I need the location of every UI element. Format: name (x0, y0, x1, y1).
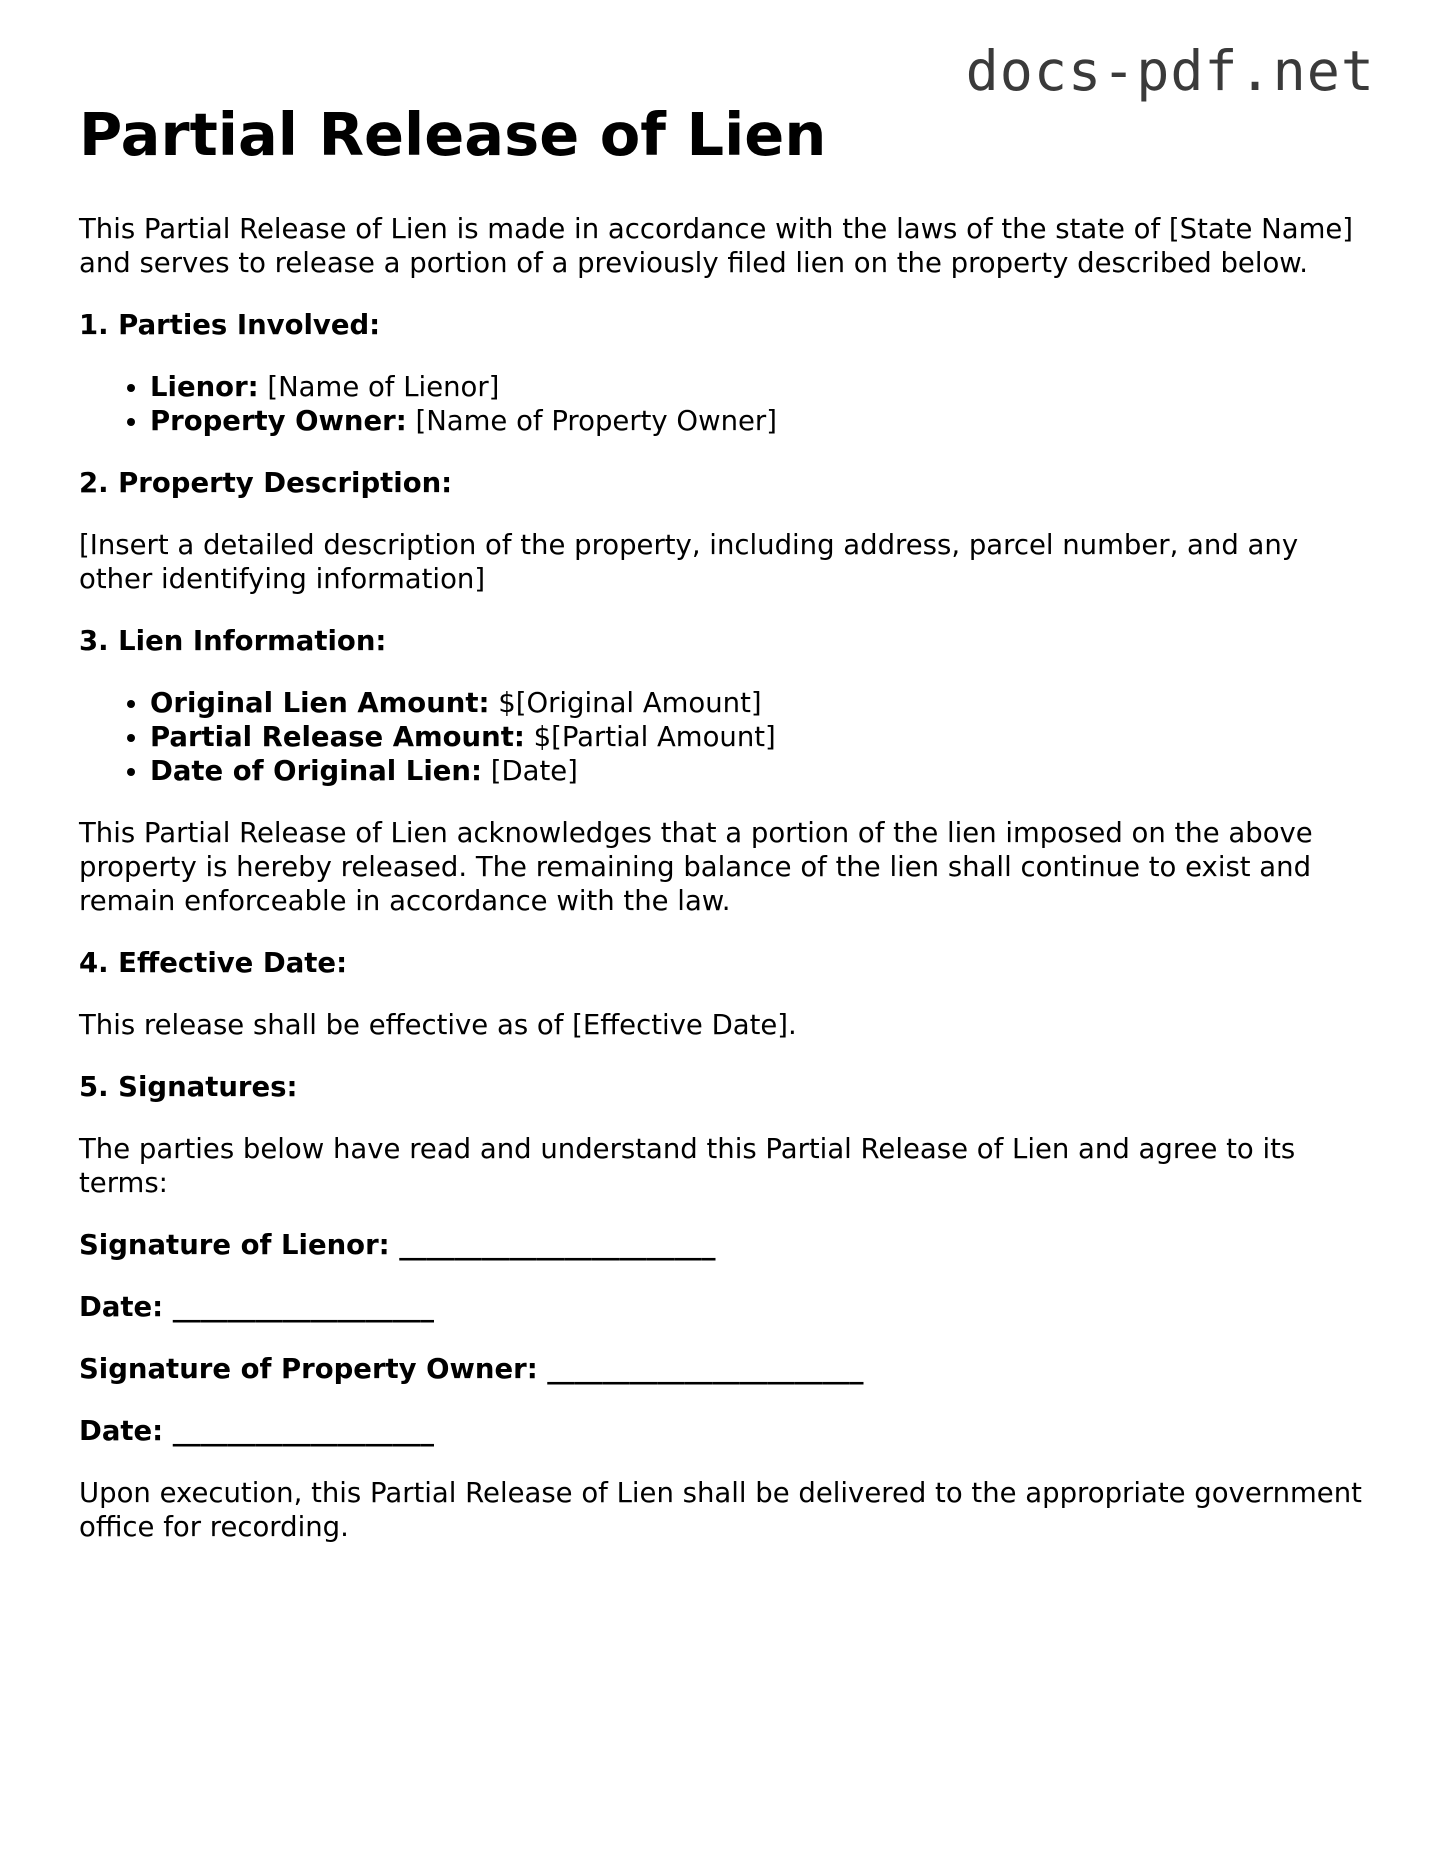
owner-date-line: Date: ___________________ (79, 1415, 435, 1447)
document-page (79, 100, 1369, 1572)
section-heading-signatures: 5. Signatures: (79, 1071, 298, 1103)
watermark: docs-pdf.net (965, 39, 1375, 103)
parties-list (79, 370, 1369, 438)
item-value: $[Original Amount] (489, 687, 762, 719)
closing-paragraph: Upon execution, this Partial Release of Lien shall be delivered to the appropriate government office for recording. (79, 1477, 1362, 1543)
item-value: $[Partial Amount] (524, 721, 776, 753)
item-value: [Name of Property Owner] (406, 405, 777, 437)
item-label: Lienor: (150, 371, 259, 403)
section-heading-property: 2. Property Description: (79, 467, 453, 499)
list-item (150, 754, 1369, 788)
list-item (150, 404, 1369, 438)
document-title: Partial Release of Lien (79, 100, 827, 169)
item-label: Partial Release Amount: (150, 721, 525, 753)
lien-info-text: This Partial Release of Lien acknowledges that a portion of the lien imposed on the above property is hereby released. The remaining balance of the lien shall continue to exist and remain enforceable in accordance with the law. (79, 817, 1313, 917)
item-value: [Date] (481, 755, 578, 787)
signatures-text: The parties below have read and understand this Partial Release of Lien and agree to its terms: (79, 1133, 1296, 1199)
intro-paragraph: This Partial Release of Lien is made in accordance with the laws of the state of [State Name] and serves to release a portion of a previously filed lien on the property described below. (79, 213, 1354, 279)
lienor-signature-line: Signature of Lienor: _______________________ (79, 1229, 716, 1261)
lienor-date-line: Date: ___________________ (79, 1291, 435, 1323)
item-label: Date of Original Lien: (150, 755, 482, 787)
section-heading-lien-info: 3. Lien Information: (79, 625, 387, 657)
list-item (150, 720, 1369, 754)
effective-date-text: This release shall be effective as of [Effective Date]. (79, 1009, 797, 1041)
property-description-text: [Insert a detailed description of the property, including address, parcel number, and any other identifying information] (79, 529, 1299, 595)
section-heading-effective-date: 4. Effective Date: (79, 947, 348, 979)
item-value: [Name of Lienor] (258, 371, 500, 403)
item-label: Original Lien Amount: (150, 687, 490, 719)
lien-info-list (79, 686, 1369, 788)
section-heading-parties: 1. Parties Involved: (79, 309, 381, 341)
item-label: Property Owner: (150, 405, 407, 437)
owner-signature-line: Signature of Property Owner: _______________________ (79, 1353, 864, 1385)
list-item (150, 686, 1369, 720)
list-item (150, 370, 1369, 404)
